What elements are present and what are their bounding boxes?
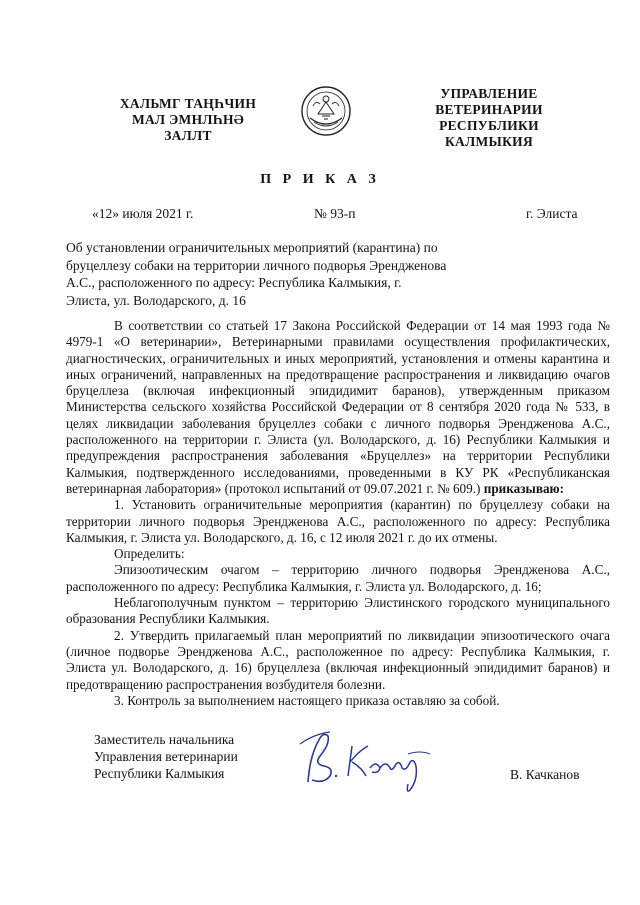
body-paragraph-unfavorable-point: Неблагополучным пунктом – территорию Элистинского городского муниципального образования Республики Калмыкия.: [66, 595, 610, 627]
order-body: [66, 318, 610, 709]
subject-line-2: бруцеллезу собаки на территории личного подворья Эрендженова: [66, 257, 447, 273]
emblem-seal-icon: [300, 82, 352, 140]
body-paragraph-determine: Определить:: [114, 546, 185, 562]
header-right-line-3: РЕСПУБЛИКИ: [439, 118, 539, 133]
body-paragraph-3: 3. Контроль за выполнением настоящего приказа оставляю за собой.: [114, 692, 500, 708]
position-line-3: Республики Калмыкия: [94, 766, 225, 781]
signatory-name: В. Качканов: [510, 767, 580, 782]
header-right-block: [414, 86, 564, 150]
position-line-1: Заместитель начальника: [94, 732, 235, 747]
order-city: г. Элиста: [526, 206, 578, 221]
order-number: № 93-п: [314, 206, 356, 221]
body-paragraph-2: 2. Утвердить прилагаемый план мероприятий по ликвидации эпизоотического очага (личное подворье Эрендженова А.С., расположенное по адресу: Республика Калмыкия, г. Элиста ул. Володарского, д. 16) бруцеллеза (включая инфекционный эпидидимит баранов) и предотвращению распространения возбудителя болезни.: [66, 627, 610, 692]
handwritten-signature: [290, 724, 450, 794]
header-left-block: [98, 96, 278, 144]
signatory-position: [94, 731, 238, 782]
order-subject: [66, 239, 446, 309]
subject-line-1: Об установлении ограничительных мероприятий (карантина) по: [66, 240, 438, 255]
position-line-2: Управления ветеринарии: [94, 749, 238, 764]
document-title: П Р И К А З: [260, 172, 380, 187]
header-left-line-2: МАЛ ЭМНЛҺНӘ: [131, 112, 245, 127]
body-paragraph-1: 1. Установить ограничительные мероприятия (карантин) по бруцеллезу собаки на территории личного подворья Эрендженова А.С., расположенного по адресу: Республика Калмыкия, г. Элиста ул. Володарского, д. 16, с 12 июля 2021 г. до их отмены.: [66, 497, 610, 545]
order-date: «12» июля 2021 г.: [92, 206, 194, 221]
header-right-line-1: УПРАВЛЕНИЕ: [440, 86, 538, 101]
order-verb: приказываю:: [483, 480, 565, 496]
header-right-line-2: ВЕТЕРИНАРИИ: [435, 102, 543, 117]
header-left-line-1: ХАЛЬМГ ТАҢҺЧИН: [119, 96, 257, 111]
subject-line-4: Элиста, ул. Володарского, д. 16: [66, 292, 246, 308]
body-paragraph-focus: Эпизоотическим очагом – территорию личного подворья Эрендженова А.С., расположенного по адресу: Республика Калмыкия, г. Элиста ул. Володарского, д. 16;: [66, 562, 610, 594]
header-right-line-4: КАЛМЫКИЯ: [444, 134, 534, 149]
subject-line-3: А.С., расположенного по адресу: Республика Калмыкия, г.: [66, 275, 402, 290]
preamble-text: В соответствии со статьей 17 Закона Российской Федерации от 14 мая 1993 года № 4979-1 «О ветеринарии», Ветеринарными правилами осуществления профилактических, диагностических, ограничительных и иных мероприятий, установления и отмены карантина и иных ограничений, направленных на предотвращение распространения и ликвидацию очагов бруцеллеза (включая инфекционный эпидидимит баранов), утвержденным приказом Министерства сельского хозяйства Российской Федерации от 8 сентября 2020 года № 533, в целях ликвидации заболевания бруцеллез собаки с личного подворья Эрендженова А.С., расположенного на территории г. Элиста (ул. Володарского, д. 16) Республики Калмыкия и предупреждения распространения заболевания «Бруцеллез» на территории Республики Калмыкия, подтвержденного исследованиями, проведенными в КУ РК «Республиканская ветеринарная лаборатория» (протокол испытаний от 09.07.2021 г. № 609.): [66, 318, 610, 496]
body-paragraph-preamble: [66, 318, 610, 497]
header-left-line-3: ЗАЛЛТ: [164, 128, 212, 143]
